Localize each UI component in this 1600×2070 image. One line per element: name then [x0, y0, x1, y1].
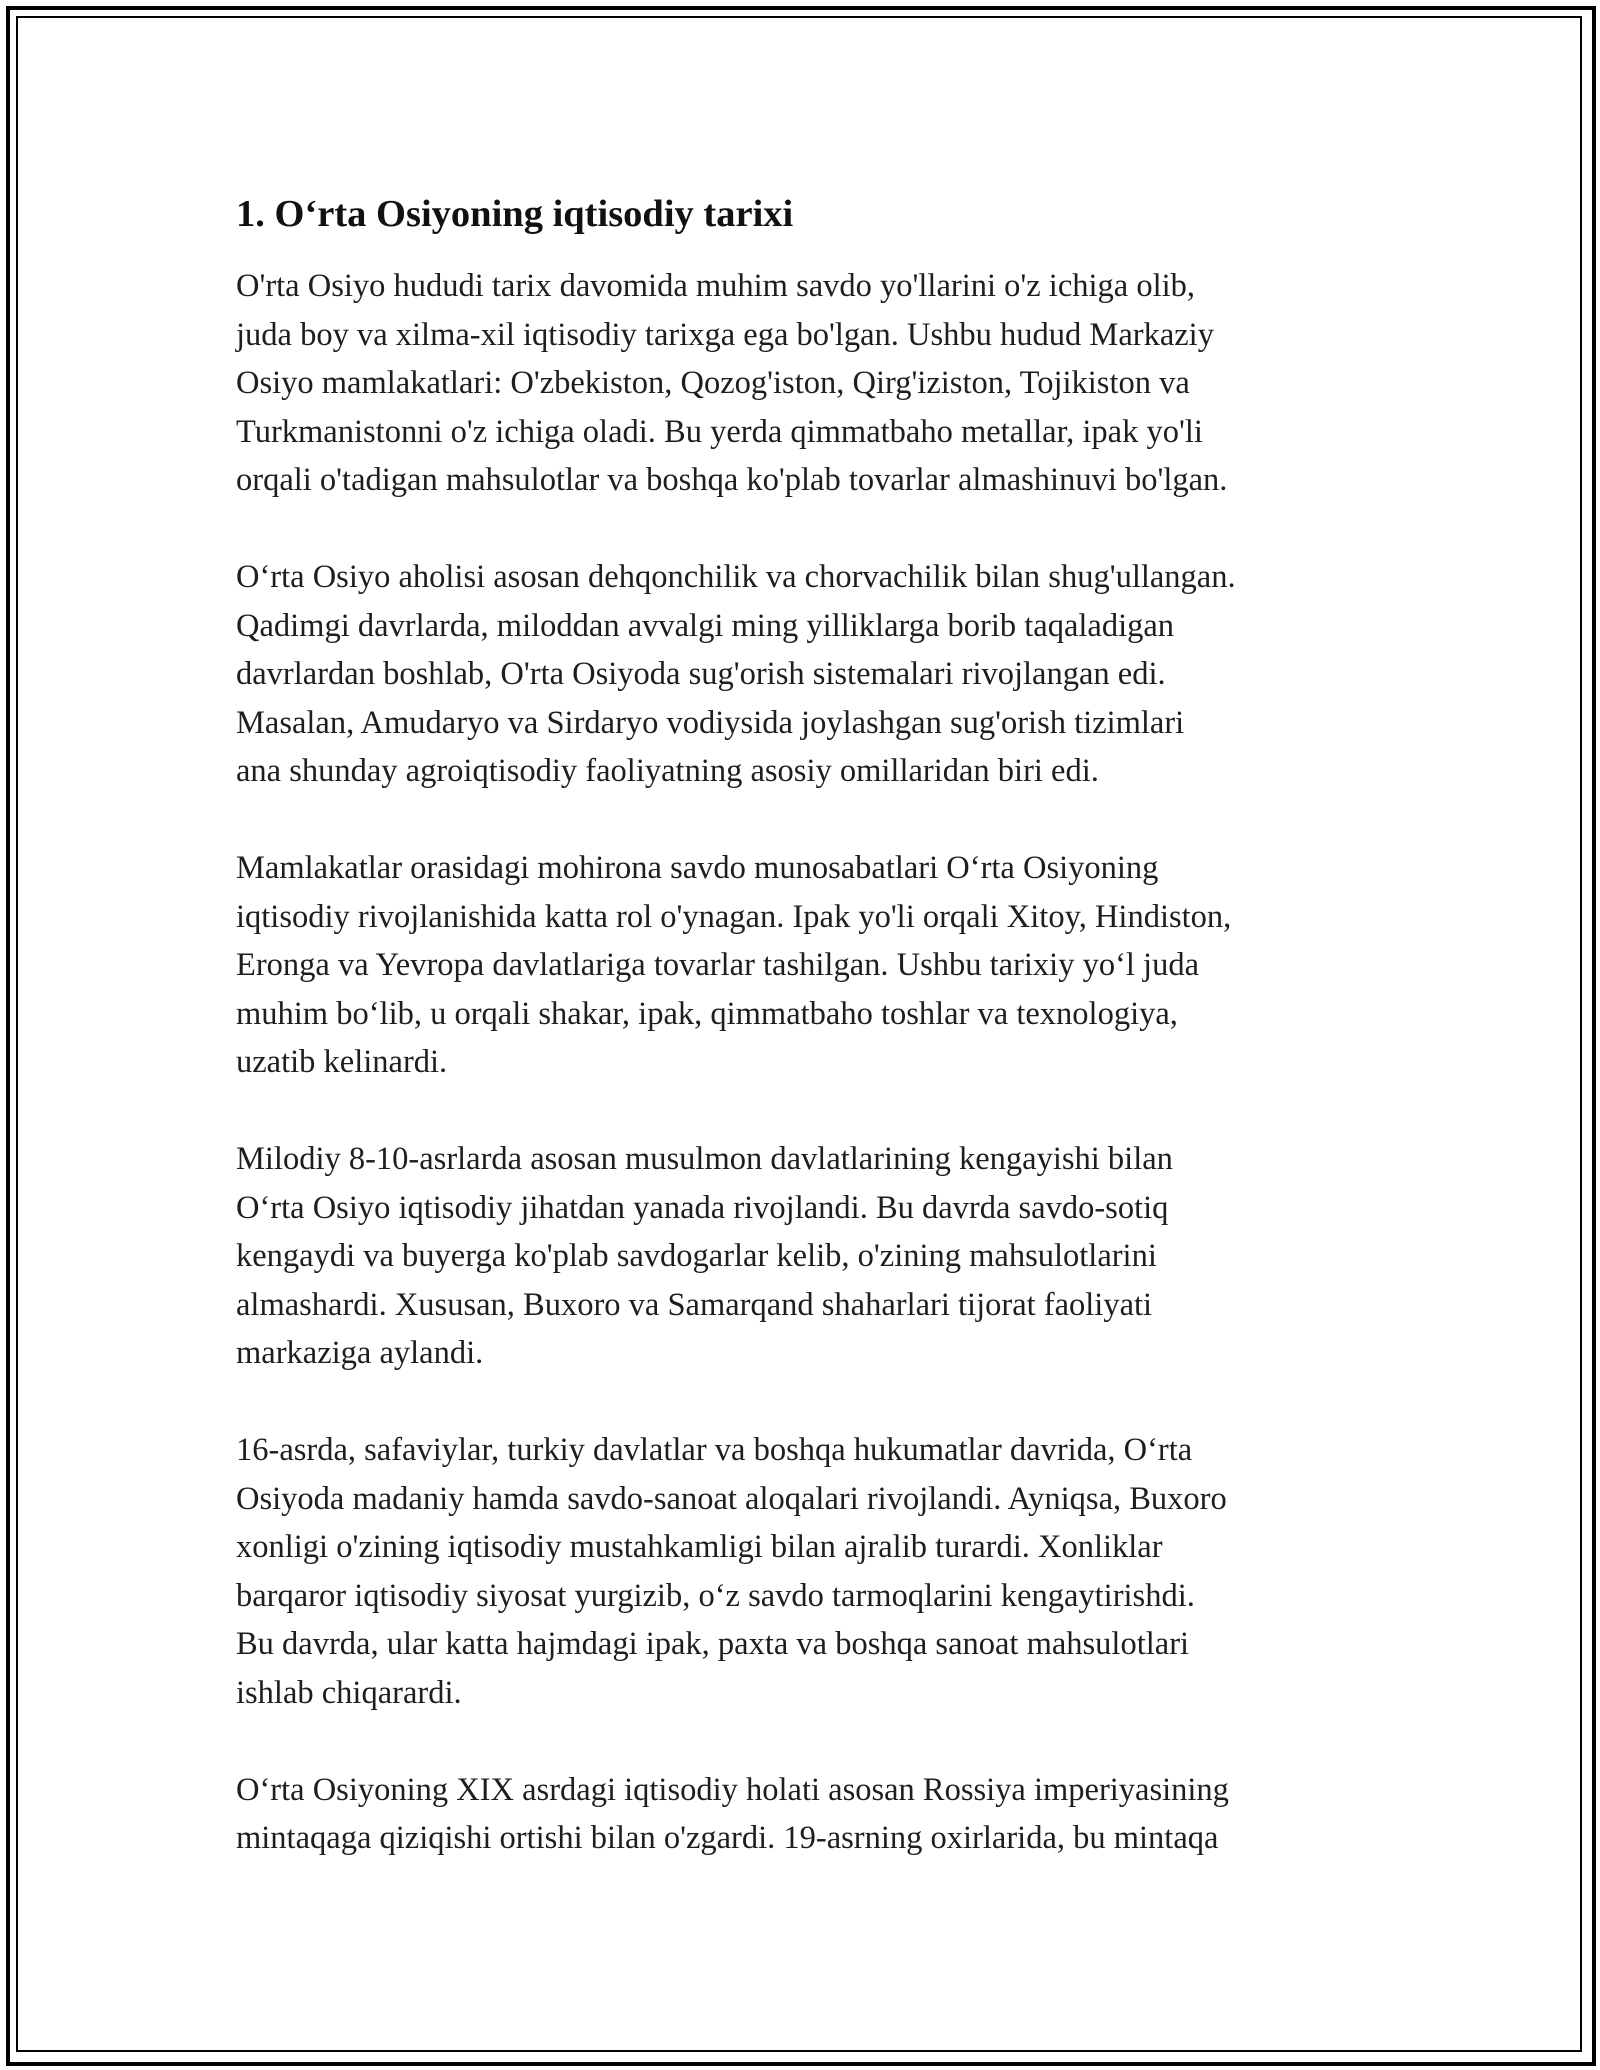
paragraph-line: almashardi. Xususan, Buxoro va Samarqand shaharlari tijorat faoliyati	[236, 1286, 1153, 1323]
section-heading: 1. O‘rta Osiyoning iqtisodiy tarixi	[236, 193, 794, 235]
paragraph-line: uzatib kelinardi.	[236, 1044, 448, 1080]
paragraph-line: Osiyoda madaniy hamda savdo-sanoat aloqalari rivojlandi. Ayniqsa, Buxoro	[236, 1480, 1227, 1517]
paragraph	[236, 262, 1376, 505]
paragraph-line: ana shunday agroiqtisodiy faoliyatning asosiy omillaridan biri edi.	[236, 753, 1099, 789]
paragraph	[236, 1426, 1376, 1717]
paragraph-line: Osiyo mamlakatlari: O'zbekiston, Qozog'iston, Qirg'iziston, Tojikiston va	[236, 365, 1190, 401]
paragraph-line: Mamlakatlar orasidagi mohirona savdo munosabatlari O‘rta Osiyoning	[236, 850, 1159, 886]
paragraph-line: mintaqaga qiziqishi ortishi bilan o'zgardi. 19-asrning oxirlarida, bu mintaqa	[236, 1820, 1219, 1856]
paragraph-line: Milodiy 8-10-asrlarda asosan musulmon davlatlarining kengayishi bilan	[236, 1141, 1173, 1177]
paragraph-line: muhim bo‘lib, u orqali shakar, ipak, qimmatbaho toshlar va texnologiya,	[236, 995, 1178, 1032]
paragraph-line: barqaror iqtisodiy siyosat yurgizib, o‘z savdo tarmoqlarini kengaytirishdi.	[236, 1577, 1195, 1614]
paragraph-list	[236, 262, 1376, 1863]
document-body	[236, 186, 1376, 1911]
paragraph-line: O‘rta Osiyoning XIX asrdagi iqtisodiy holati asosan Rossiya imperiyasining	[236, 1771, 1229, 1808]
paragraph-line: markaziga aylandi.	[236, 1335, 484, 1371]
paragraph-line: Qadimgi davrlarda, miloddan avvalgi ming yilliklarga borib taqaladigan	[236, 607, 1175, 644]
paragraph-line: kengaydi va buyerga ko'plab savdogarlar kelib, o'zining mahsulotlarini	[236, 1238, 1157, 1274]
paragraph-line: ishlab chiqarardi.	[236, 1674, 462, 1711]
paragraph-line: davrlardan boshlab, O'rta Osiyoda sug'orish sistemalari rivojlangan edi.	[236, 656, 1166, 692]
paragraph-line: Eronga va Yevropa davlatlariga tovarlar tashilgan. Ushbu tarixiy yo‘l juda	[236, 947, 1200, 983]
paragraph-line: O‘rta Osiyo iqtisodiy jihatdan yanada rivojlandi. Bu davrda savdo-sotiq	[236, 1189, 1169, 1226]
paragraph-line: 16-asrda, safaviylar, turkiy davlatlar va boshqa hukumatlar davrida, O‘rta	[236, 1432, 1193, 1468]
paragraph-line: Bu davrda, ular katta hajmdagi ipak, paxta va boshqa sanoat mahsulotlari	[236, 1626, 1190, 1662]
paragraph-line: Turkmanistonni o'z ichiga oladi. Bu yerda qimmatbaho metallar, ipak yo'li	[236, 413, 1203, 450]
paragraph-line: O'rta Osiyo hududi tarix davomida muhim savdo yo'llarini o'z ichiga olib,	[236, 268, 1196, 304]
paragraph-line: Masalan, Amudaryo va Sirdaryo vodiysida joylashgan sug'orish tizimlari	[236, 704, 1185, 741]
paragraph	[236, 1766, 1376, 1863]
paragraph-line: juda boy va xilma-xil iqtisodiy tarixga ega bo'lgan. Ushbu hudud Markaziy	[236, 316, 1214, 353]
paragraph-line: orqali o'tadigan mahsulotlar va boshqa ko'plab tovarlar almashinuvi bo'lgan.	[236, 462, 1228, 498]
paragraph-line: xonligi o'zining iqtisodiy mustahkamligi bilan ajralib turardi. Xonliklar	[236, 1529, 1163, 1565]
paragraph	[236, 553, 1376, 796]
paragraph	[236, 844, 1376, 1087]
paragraph	[236, 1135, 1376, 1378]
paragraph-line: O‘rta Osiyo aholisi asosan dehqonchilik va chorvachilik bilan shug'ullangan.	[236, 559, 1236, 595]
paragraph-line: iqtisodiy rivojlanishida katta rol o'ynagan. Ipak yo'li orqali Xitoy, Hindiston,	[236, 898, 1232, 935]
